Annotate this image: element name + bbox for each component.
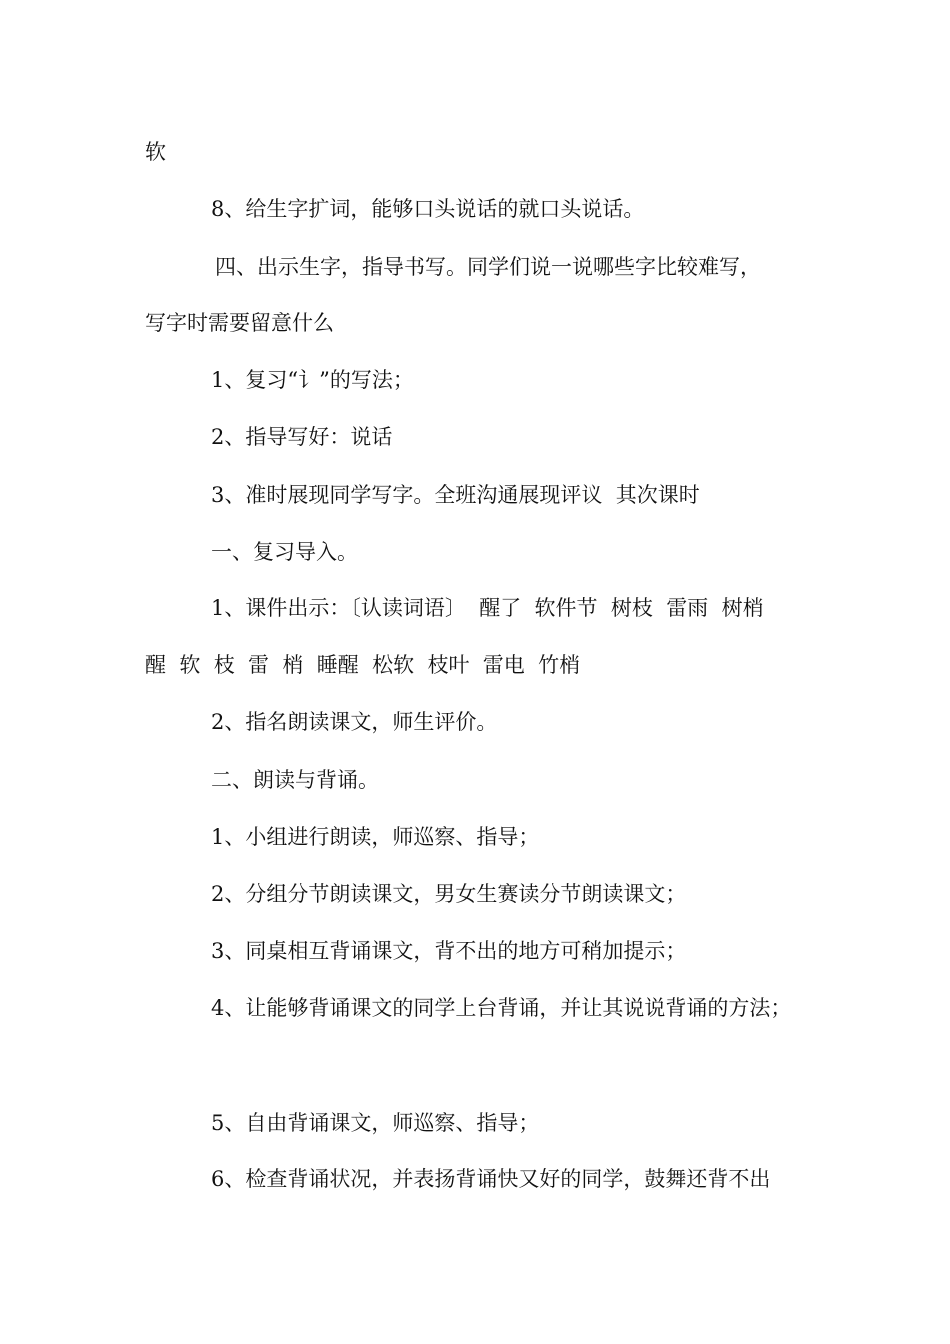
text-line: 8、给生字扩词，能够口头说话的就口头说话。 xyxy=(211,197,645,221)
text-line: 1、课件出示：〔认读词语〕 醒了 软件节 树枝 雷雨 树梢 xyxy=(211,596,764,620)
text-line: 5、自由背诵课文，师巡察、指导； xyxy=(211,1111,540,1135)
text-line: 4、让能够背诵课文的同学上台背诵，并让其说说背诵的方法； xyxy=(211,996,792,1020)
section-heading: 一、复习导入。 xyxy=(211,540,358,564)
text-line: 1、小组进行朗读，师巡察、指导； xyxy=(211,825,540,849)
text-line: 6、检查背诵状况，并表扬背诵快又好的同学，鼓舞还背不出 xyxy=(211,1167,771,1191)
section-heading: 二、朗读与背诵。 xyxy=(211,768,379,792)
text-line: 2、分组分节朗读课文，男女生赛读分节朗读课文； xyxy=(211,882,687,906)
text-line: 3、同桌相互背诵课文，背不出的地方可稍加提示； xyxy=(211,939,687,963)
text-line: 3、准时展现同学写字。全班沟通展现评议 其次课时 xyxy=(211,483,700,507)
section-heading: 四、出示生字，指导书写。同学们说一说哪些字比较难写， xyxy=(215,255,761,279)
text-line: 醒 软 枝 雷 梢 睡醒 松软 枝叶 雷电 竹梢 xyxy=(145,653,581,677)
text-line: 2、指导写好：说话 xyxy=(211,425,393,449)
text-line: 1、复习“讠”的写法； xyxy=(211,368,414,392)
text-line: 2、指名朗读课文，师生评价。 xyxy=(211,710,498,734)
text-line: 写字时需要留意什么 xyxy=(145,311,334,335)
text-line: 软 xyxy=(145,140,166,164)
